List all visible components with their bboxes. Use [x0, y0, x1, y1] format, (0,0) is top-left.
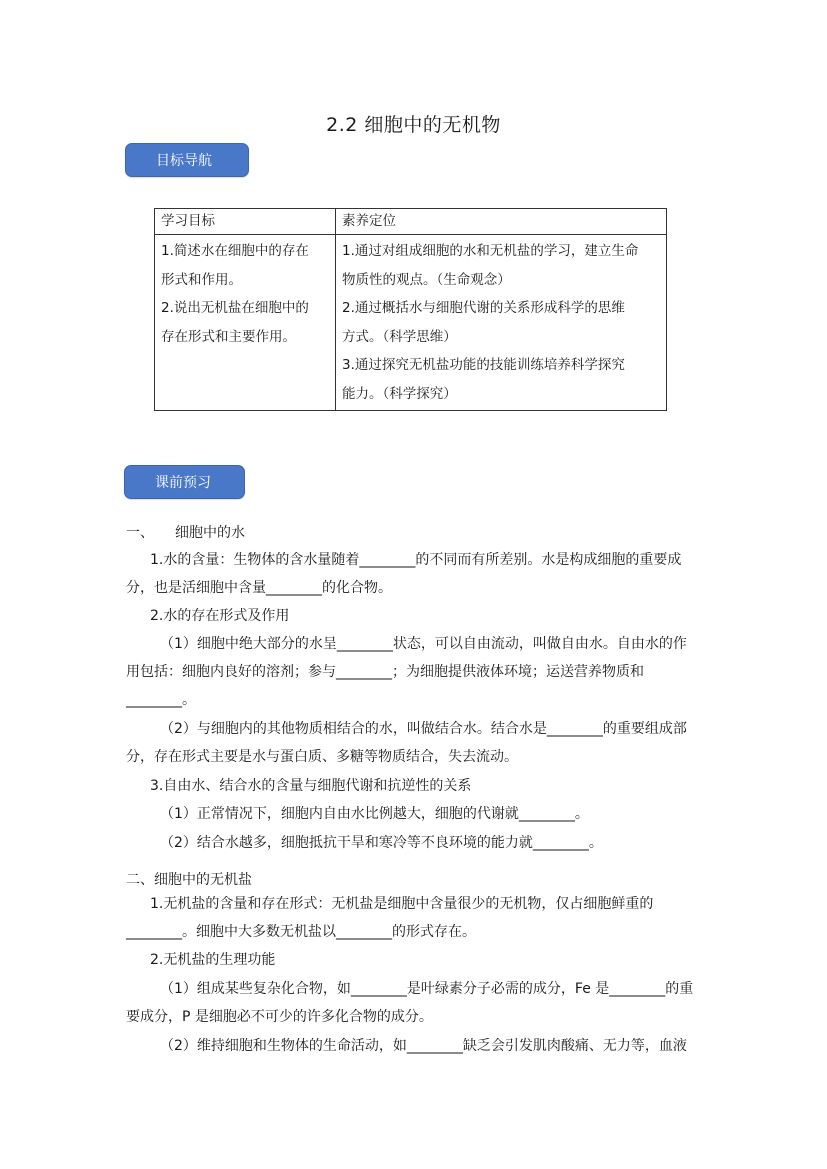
table-line: 形式和作用。	[161, 271, 242, 288]
body-line: （2）结合水越多，细胞抵抗干旱和寒冷等不良环境的能力就________。	[160, 835, 603, 851]
table-header-row	[155, 209, 667, 235]
table-line: 存在形式和主要作用。	[161, 328, 296, 345]
table-line: 能力。（科学探究）	[342, 385, 457, 402]
table-row	[155, 235, 667, 411]
body-line: 3.自由水、结合水的含量与细胞代谢和抗逆性的关系	[150, 778, 472, 794]
page-title: 2.2 细胞中的无机物	[326, 114, 501, 136]
body-line: ________。细胞中大多数无机盐以________的形式存在。	[126, 924, 476, 940]
table-line: 3.通过探究无机盐功能的技能训练培养科学探究	[342, 357, 625, 373]
section-heading-water: 一、 细胞中的水	[126, 525, 245, 541]
goals-table	[154, 208, 667, 411]
literacy-positioning-cell	[336, 235, 667, 411]
table-line: 物质性的观点。（生命观念）	[342, 271, 511, 288]
body-line: 分，也是活细胞中含量________的化合物。	[126, 580, 392, 596]
body-line: （1）组成某些复杂化合物，如________是叶绿素分子必需的成分，Fe 是________的重	[160, 981, 694, 997]
body-line: 用包括：细胞内良好的溶剂；参与________；为细胞提供液体环境；运送营养物质和	[126, 664, 644, 680]
table-line: 1.简述水在细胞中的存在	[161, 243, 309, 259]
body-line: （2）与细胞内的其他物质相结合的水，叫做结合水。结合水是________的重要组成部	[160, 721, 687, 737]
table-line: 2.说出无机盐在细胞中的	[161, 300, 309, 316]
table-header-cell: 素养定位	[336, 209, 667, 235]
body-line: （1）细胞中绝大部分的水呈________状态，可以自由流动，叫做自由水。自由水的作	[160, 636, 687, 652]
table-line: 1.通过对组成细胞的水和无机盐的学习，建立生命	[342, 243, 639, 259]
body-line: 要成分，P 是细胞必不可少的许多化合物的成分。	[126, 1009, 433, 1025]
body-line: （2）维持细胞和生物体的生命活动，如________缺乏会引发肌肉酸痛、无力等，血液	[160, 1038, 687, 1054]
body-line: 1.无机盐的含量和存在形式：无机盐是细胞中含量很少的无机物，仅占细胞鲜重的	[150, 896, 654, 912]
body-line: 2.水的存在形式及作用	[150, 608, 290, 624]
table-line: 2.通过概括水与细胞代谢的关系形成科学的思维	[342, 300, 625, 316]
goals-nav-badge: 目标导航	[125, 143, 249, 177]
body-line: 1.水的含量：生物体的含水量随着________的不同而有所差别。水是构成细胞的重要成	[150, 552, 682, 568]
body-line: ________。	[126, 692, 196, 708]
table-line: 方式。（科学思维）	[342, 328, 457, 345]
body-line: 分，存在形式主要是水与蛋白质、多糖等物质结合，失去流动。	[126, 749, 518, 765]
section-heading-salts: 二、细胞中的无机盐	[126, 872, 252, 888]
body-line: 2.无机盐的生理功能	[150, 952, 276, 968]
preview-badge: 课前预习	[124, 465, 245, 499]
table-header-cell: 学习目标	[155, 209, 336, 235]
body-line: （1）正常情况下，细胞内自由水比例越大，细胞的代谢就________。	[160, 806, 589, 822]
learning-goals-cell	[155, 235, 336, 411]
